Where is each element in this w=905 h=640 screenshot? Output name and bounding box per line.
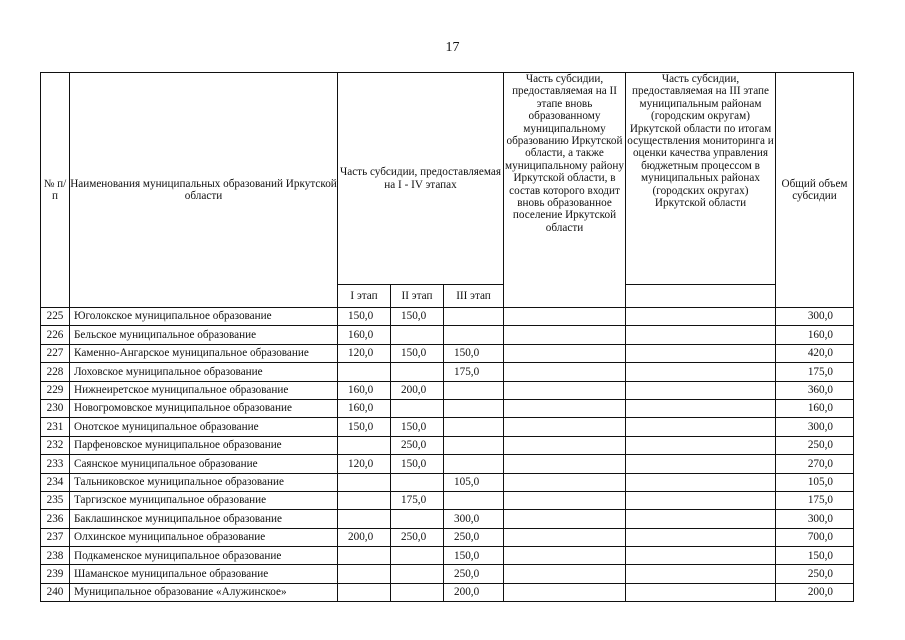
row-total: 300,0	[776, 510, 854, 528]
row-stage-3: 150,0	[444, 547, 504, 565]
row-part-3	[626, 510, 776, 528]
row-total: 700,0	[776, 528, 854, 546]
row-stage-1	[338, 473, 391, 491]
row-part-3	[626, 528, 776, 546]
row-part-3	[626, 308, 776, 326]
row-name: Подкаменское муниципальное образование	[70, 547, 338, 565]
row-part-3	[626, 491, 776, 509]
row-total: 150,0	[776, 547, 854, 565]
row-total: 420,0	[776, 344, 854, 362]
row-stage-1: 150,0	[338, 308, 391, 326]
row-stage-2: 150,0	[391, 455, 444, 473]
row-stage-3: 150,0	[444, 344, 504, 362]
row-stage-2	[391, 399, 444, 417]
row-part-2	[504, 381, 626, 399]
table-row	[41, 418, 854, 436]
header-stage-2: II этап	[391, 285, 444, 308]
row-name: Муниципальное образование «Алужинское»	[70, 583, 338, 601]
row-part-2	[504, 326, 626, 344]
row-stage-3: 105,0	[444, 473, 504, 491]
row-part-2	[504, 473, 626, 491]
row-total: 175,0	[776, 491, 854, 509]
row-part-3	[626, 473, 776, 491]
table-row	[41, 565, 854, 583]
table-row	[41, 399, 854, 417]
row-total: 160,0	[776, 326, 854, 344]
row-number: 234	[41, 473, 70, 491]
row-stage-1	[338, 583, 391, 601]
row-name: Шаманское муниципальное образование	[70, 565, 338, 583]
header-number: № п/п	[41, 73, 70, 308]
row-total: 360,0	[776, 381, 854, 399]
header-part-3-blank	[626, 285, 776, 308]
row-stage-3	[444, 436, 504, 454]
row-part-3	[626, 399, 776, 417]
row-part-3	[626, 381, 776, 399]
row-name: Новогромовское муниципальное образование	[70, 399, 338, 417]
row-part-2	[504, 565, 626, 583]
table-row	[41, 344, 854, 362]
table-row	[41, 510, 854, 528]
row-stage-3	[444, 381, 504, 399]
table-row	[41, 528, 854, 546]
row-part-3	[626, 583, 776, 601]
row-stage-1: 150,0	[338, 418, 391, 436]
row-part-2	[504, 455, 626, 473]
row-part-2	[504, 363, 626, 381]
row-part-2	[504, 418, 626, 436]
row-name: Саянское муниципальное образование	[70, 455, 338, 473]
row-stage-1: 160,0	[338, 399, 391, 417]
row-part-2	[504, 344, 626, 362]
row-part-2	[504, 308, 626, 326]
row-number: 240	[41, 583, 70, 601]
row-total: 270,0	[776, 455, 854, 473]
row-number: 230	[41, 399, 70, 417]
table-row	[41, 583, 854, 601]
row-name: Каменно-Ангарское муниципальное образование	[70, 344, 338, 362]
row-stage-2	[391, 510, 444, 528]
header-part-2: Часть субсидии, предоставляемая на II этапе вновь образованному муниципальному образованию Иркутской области, а также муниципальному району Иркутской области, в состав которого входит вновь образованное поселение Иркутской области	[504, 73, 626, 308]
row-stage-3: 250,0	[444, 565, 504, 583]
row-name: Таргизское муниципальное образование	[70, 491, 338, 509]
row-stage-2: 150,0	[391, 344, 444, 362]
row-stage-3: 300,0	[444, 510, 504, 528]
row-number: 235	[41, 491, 70, 509]
row-stage-1: 120,0	[338, 344, 391, 362]
row-name: Юголокское муниципальное образование	[70, 308, 338, 326]
row-total: 250,0	[776, 436, 854, 454]
row-number: 239	[41, 565, 70, 583]
row-part-3	[626, 363, 776, 381]
row-stage-3	[444, 326, 504, 344]
row-part-3	[626, 565, 776, 583]
header-part-3: Часть субсидии, предоставляемая на III этапе муниципальным районам (городским округам) Иркутской области по итогам осуществления мониторинга и оценки качества управления бюджетным процессом в муниципальных районах (городских округах) Иркутской области	[626, 73, 776, 285]
header-part-1-4: Часть субсидии, предоставляемая на I - IV этапах	[338, 73, 504, 285]
row-stage-2: 250,0	[391, 528, 444, 546]
row-number: 225	[41, 308, 70, 326]
row-name: Нижнеиретское муниципальное образование	[70, 381, 338, 399]
row-name: Онотское муниципальное образование	[70, 418, 338, 436]
row-part-2	[504, 528, 626, 546]
row-part-3	[626, 436, 776, 454]
row-name: Лоховское муниципальное образование	[70, 363, 338, 381]
row-stage-3	[444, 308, 504, 326]
row-stage-3: 175,0	[444, 363, 504, 381]
header-stage-3: III этап	[444, 285, 504, 308]
row-name: Парфеновское муниципальное образование	[70, 436, 338, 454]
row-stage-1	[338, 436, 391, 454]
row-part-2	[504, 583, 626, 601]
row-total: 250,0	[776, 565, 854, 583]
row-part-3	[626, 344, 776, 362]
table-row	[41, 308, 854, 326]
row-stage-1	[338, 491, 391, 509]
row-number: 236	[41, 510, 70, 528]
row-stage-1	[338, 510, 391, 528]
row-part-2	[504, 510, 626, 528]
row-stage-1: 160,0	[338, 326, 391, 344]
row-name: Бельское муниципальное образование	[70, 326, 338, 344]
table-row	[41, 473, 854, 491]
row-total: 200,0	[776, 583, 854, 601]
row-stage-3	[444, 399, 504, 417]
table-row	[41, 491, 854, 509]
row-stage-3	[444, 418, 504, 436]
row-part-2	[504, 399, 626, 417]
row-part-2	[504, 491, 626, 509]
table-row	[41, 381, 854, 399]
row-stage-1: 120,0	[338, 455, 391, 473]
row-number: 231	[41, 418, 70, 436]
row-stage-2	[391, 565, 444, 583]
row-stage-2	[391, 547, 444, 565]
row-number: 228	[41, 363, 70, 381]
row-number: 229	[41, 381, 70, 399]
row-number: 237	[41, 528, 70, 546]
row-number: 226	[41, 326, 70, 344]
row-stage-2	[391, 326, 444, 344]
header-total: Общий объем субсидии	[776, 73, 854, 308]
row-stage-2: 150,0	[391, 418, 444, 436]
row-stage-2: 150,0	[391, 308, 444, 326]
row-number: 233	[41, 455, 70, 473]
row-total: 300,0	[776, 418, 854, 436]
row-stage-1	[338, 363, 391, 381]
header-name: Наименования муниципальных образований Иркутской области	[70, 73, 338, 308]
row-stage-1: 200,0	[338, 528, 391, 546]
row-number: 227	[41, 344, 70, 362]
row-stage-1	[338, 547, 391, 565]
row-stage-3: 250,0	[444, 528, 504, 546]
row-total: 105,0	[776, 473, 854, 491]
subsidy-table	[40, 72, 854, 602]
row-total: 300,0	[776, 308, 854, 326]
table-body	[41, 308, 854, 602]
row-name: Баклашинское муниципальное образование	[70, 510, 338, 528]
row-part-3	[626, 547, 776, 565]
row-part-3	[626, 455, 776, 473]
row-total: 160,0	[776, 399, 854, 417]
table-row	[41, 326, 854, 344]
page-number: 17	[445, 40, 460, 55]
row-name: Олхинское муниципальное образование	[70, 528, 338, 546]
table-row	[41, 455, 854, 473]
row-stage-2: 250,0	[391, 436, 444, 454]
row-stage-1	[338, 565, 391, 583]
row-stage-2	[391, 363, 444, 381]
header-stage-1: I этап	[338, 285, 391, 308]
row-stage-3: 200,0	[444, 583, 504, 601]
row-stage-3	[444, 455, 504, 473]
row-stage-2	[391, 473, 444, 491]
row-part-2	[504, 436, 626, 454]
row-part-2	[504, 547, 626, 565]
row-part-3	[626, 326, 776, 344]
row-stage-1: 160,0	[338, 381, 391, 399]
row-stage-2: 200,0	[391, 381, 444, 399]
row-name: Тальниковское муниципальное образование	[70, 473, 338, 491]
table-row	[41, 547, 854, 565]
table-row	[41, 363, 854, 381]
row-number: 232	[41, 436, 70, 454]
row-stage-2: 175,0	[391, 491, 444, 509]
row-part-3	[626, 418, 776, 436]
row-stage-3	[444, 491, 504, 509]
row-stage-2	[391, 583, 444, 601]
row-number: 238	[41, 547, 70, 565]
table-row	[41, 436, 854, 454]
table-header	[41, 73, 854, 308]
row-total: 175,0	[776, 363, 854, 381]
